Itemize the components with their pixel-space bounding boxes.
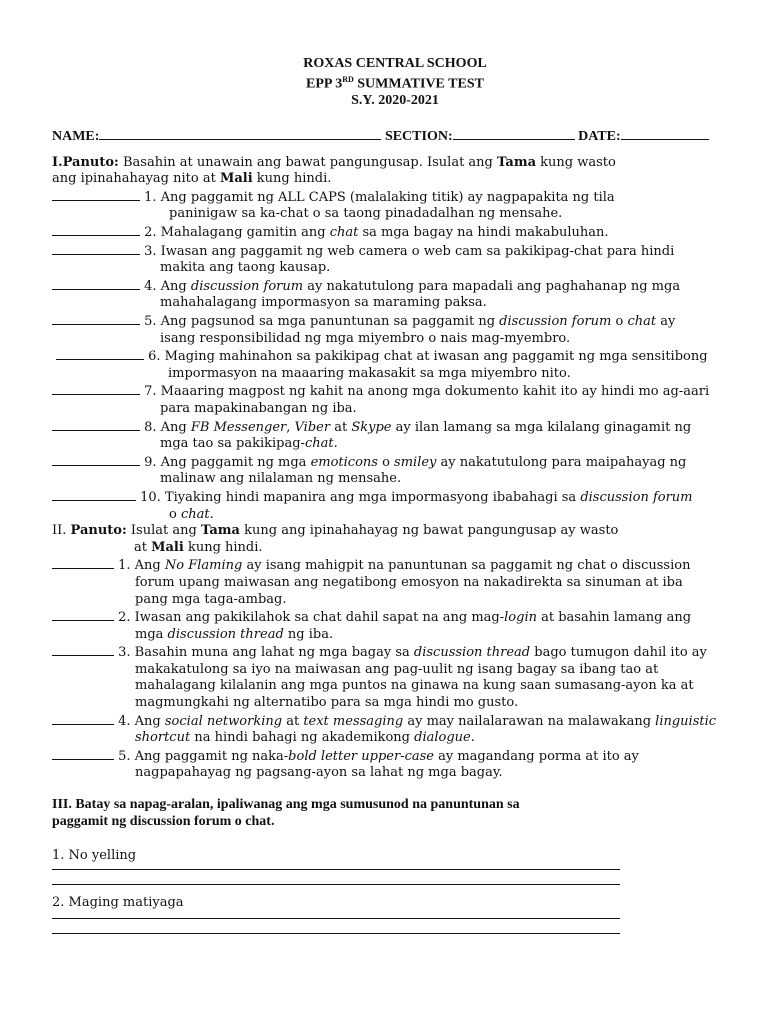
test-title: EPP 3RD SUMMATIVE TEST [306,75,484,92]
part-one-item-9: 9. Ang paggamit ng mga emoticons o smiley ay nakatutulong para maipahayag ng malinaw ang nilalaman ng mensahe. [52,453,738,488]
answer-blank[interactable] [52,608,114,621]
part-one-item-10: 10. Tiyaking hindi mapanira ang mga impormasyong ibabahagi sa discussion forum o chat. [52,488,738,523]
answer-blank[interactable] [52,312,140,325]
part-two-item-3: 3. Basahin muna ang lahat ng mga bagay sa discussion thread bago tumugon dahil ito ay makakatulong sa iyo na maiwasan ang pag-uulit ng isang bagay sa ibang tao at mahalagang kilalanin ang mga puntos na ginawa na kung saan sumasang-ayon ka at magmungkahi ng alternatibo para sa mga hindi mo gusto. [52,643,738,711]
answer-blank[interactable] [52,488,136,501]
answer-blank[interactable] [52,643,114,656]
answer-line[interactable] [52,870,620,885]
school-year: S.Y. 2020-2021 [351,92,439,108]
question-no-yelling: 1. No yelling [52,848,738,885]
part-one-item-3: 3. Iwasan ang paggamit ng web camera o web cam sa pakikipag-chat para hindi makita ang taong kausap. [52,242,738,277]
answer-blank[interactable] [52,712,114,725]
question-maging-matiyaga: 2. Maging matiyaga [52,895,738,934]
answer-blank[interactable] [52,223,140,236]
date-label: DATE: [578,128,621,144]
part-two-item-1: 1. Ang No Flaming ay isang mahigpit na panuntunan sa paggamit ng chat o discussion forum upang maiwasan ang negatibong emosyon na nakadirekta sa sinuman at iba pang mga taga-ambag. [52,556,738,608]
part-two-instructions-cont: at Mali kung hindi. [134,539,263,555]
name-label: NAME: [52,128,100,144]
part-one-item-5: 5. Ang pagsunod sa mga panuntunan sa paggamit ng discussion forum o chat ay isang responsibilidad ng mga miyembro o nais mag-myembro. [52,312,738,347]
answer-blank[interactable] [52,556,114,569]
answer-blank[interactable] [52,747,114,760]
part-three-title: III. Batay sa napag-aralan, ipaliwanag ang mga sumusunod na panuntunan sa paggamit ng discussion forum o chat. [52,797,520,830]
answer-line[interactable] [52,910,620,919]
date-blank[interactable] [621,127,709,140]
answer-blank[interactable] [52,453,140,466]
part-one-instructions-cont: ang ipinahahayag nito at Mali kung hindi. [52,171,332,187]
part-one-item-2: 2. Mahalagang gamitin ang chat sa mga bagay na hindi makabuluhan. [52,223,738,242]
answer-blank[interactable] [52,188,140,201]
part-one-item-8: 8. Ang FB Messenger, Viber at Skype ay ilan lamang sa mga kilalang ginagamit ng mga tao sa pakikipag-chat. [52,418,738,453]
name-blank[interactable] [99,127,381,140]
part-one-instructions: I.Panuto: Basahin at unawain ang bawat pangungusap. Isulat ang Tama kung wasto [52,154,616,170]
answer-blank[interactable] [52,382,140,395]
answer-blank[interactable] [52,242,140,255]
part-one [52,155,738,523]
part-one-item-7: 7. Maaaring magpost ng kahit na anong mga dokumento kahit ito ay hindi mo ag-aari para mapakinabangan ng iba. [52,382,738,417]
part-two-item-4: 4. Ang social networking at text messaging ay may nailalarawan na malawakang linguistic shortcut na hindi bahagi ng akademikong dialogue. [52,712,738,747]
part-one-item-6: 6. Maging mahinahon sa pakikipag chat at iwasan ang paggamit ng mga sensitibong impormasyon na maaaring makasakit sa mga miyembro nito. [52,347,738,382]
part-two-item-5: 5. Ang paggamit ng naka-bold letter upper-case ay magandang porma at ito ay nagpapahayag ng pagsang-ayon sa lahat ng mga bagay. [52,747,738,782]
part-one-item-4: 4. Ang discussion forum ay nakatutulong para mapadali ang paghahanap ng mga mahahalagang impormasyon sa maraming paksa. [52,277,738,312]
test-header [52,56,738,109]
part-two-item-2: 2. Iwasan ang pakikilahok sa chat dahil sapat na ang mag-login at basahin lamang ang mga discussion thread ng iba. [52,608,738,643]
section-blank[interactable] [453,127,575,140]
school-name: ROXAS CENTRAL SCHOOL [303,56,487,71]
section-label: SECTION: [384,128,453,144]
answer-blank[interactable] [52,418,140,431]
student-info-row [52,127,738,145]
part-two-instructions: II. Panuto: Isulat ang Tama kung ang ipinahahayag ng bawat pangungusap ay wasto [52,523,619,539]
answer-blank[interactable] [56,347,144,360]
answer-line[interactable] [52,863,620,870]
answer-blank[interactable] [52,277,140,290]
part-one-item-1: 1. Ang paggamit ng ALL CAPS (malalaking titik) ay nagpapakita ng tila paninigaw sa ka-chat o sa taong pinadadalhan ng mensahe. [52,188,738,223]
part-two [52,523,738,782]
answer-line[interactable] [52,919,620,934]
